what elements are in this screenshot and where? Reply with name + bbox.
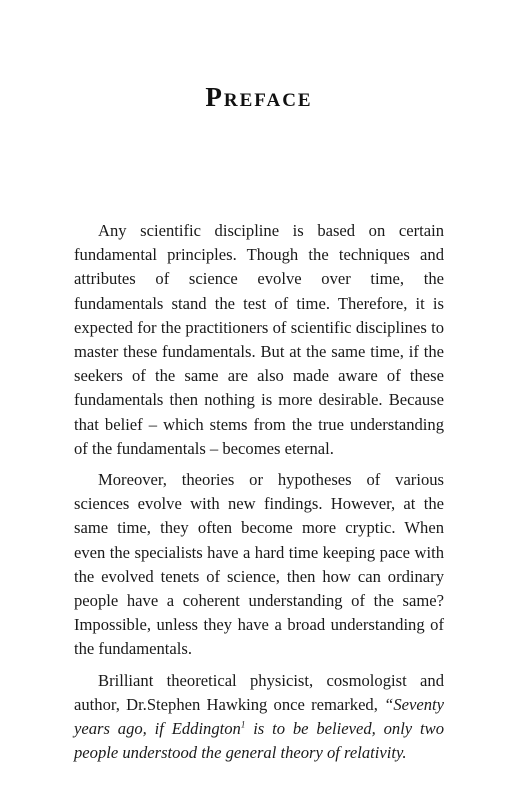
paragraph-3-lead: Brilliant theoretical physicist, cosmologist and author, Dr.Stephen Hawking once remarked,	[74, 670, 444, 714]
quote-start: “Seventy years ago, if Eddington	[74, 694, 444, 739]
paragraph-2: Moreover, theories or hypotheses of various sciences evolve with new findings. However, at the same time, they often become more cryptic. When even the specialists have a hard time keeping pace with the evolved tenets of science, then how can ordinary people have a coherent understanding of the same? Impossible, unless they have a broad understanding of the fundamentals.	[74, 470, 444, 659]
quote-end: is to be believed, only two people understood the general theory of relativity.	[74, 719, 444, 763]
paragraph-1: Any scientific discipline is based on certain fundamental principles. Though the techniques and attributes of science evolve over time, the fundamentals stand the test of time. Therefore, it is expected for the practitioners of scientific disciplines to master these fundamentals. But at the same time, if the seekers of the same are also made aware of these fundamentals then nothing is more desirable. Because that belief – which stems from the true understanding of the fundamentals – becomes eternal.	[74, 221, 444, 458]
footnote-marker[interactable]: 1	[240, 719, 246, 730]
paragraph-3	[74, 669, 444, 766]
body-text	[74, 219, 444, 772]
page-title: Preface	[205, 82, 313, 112]
